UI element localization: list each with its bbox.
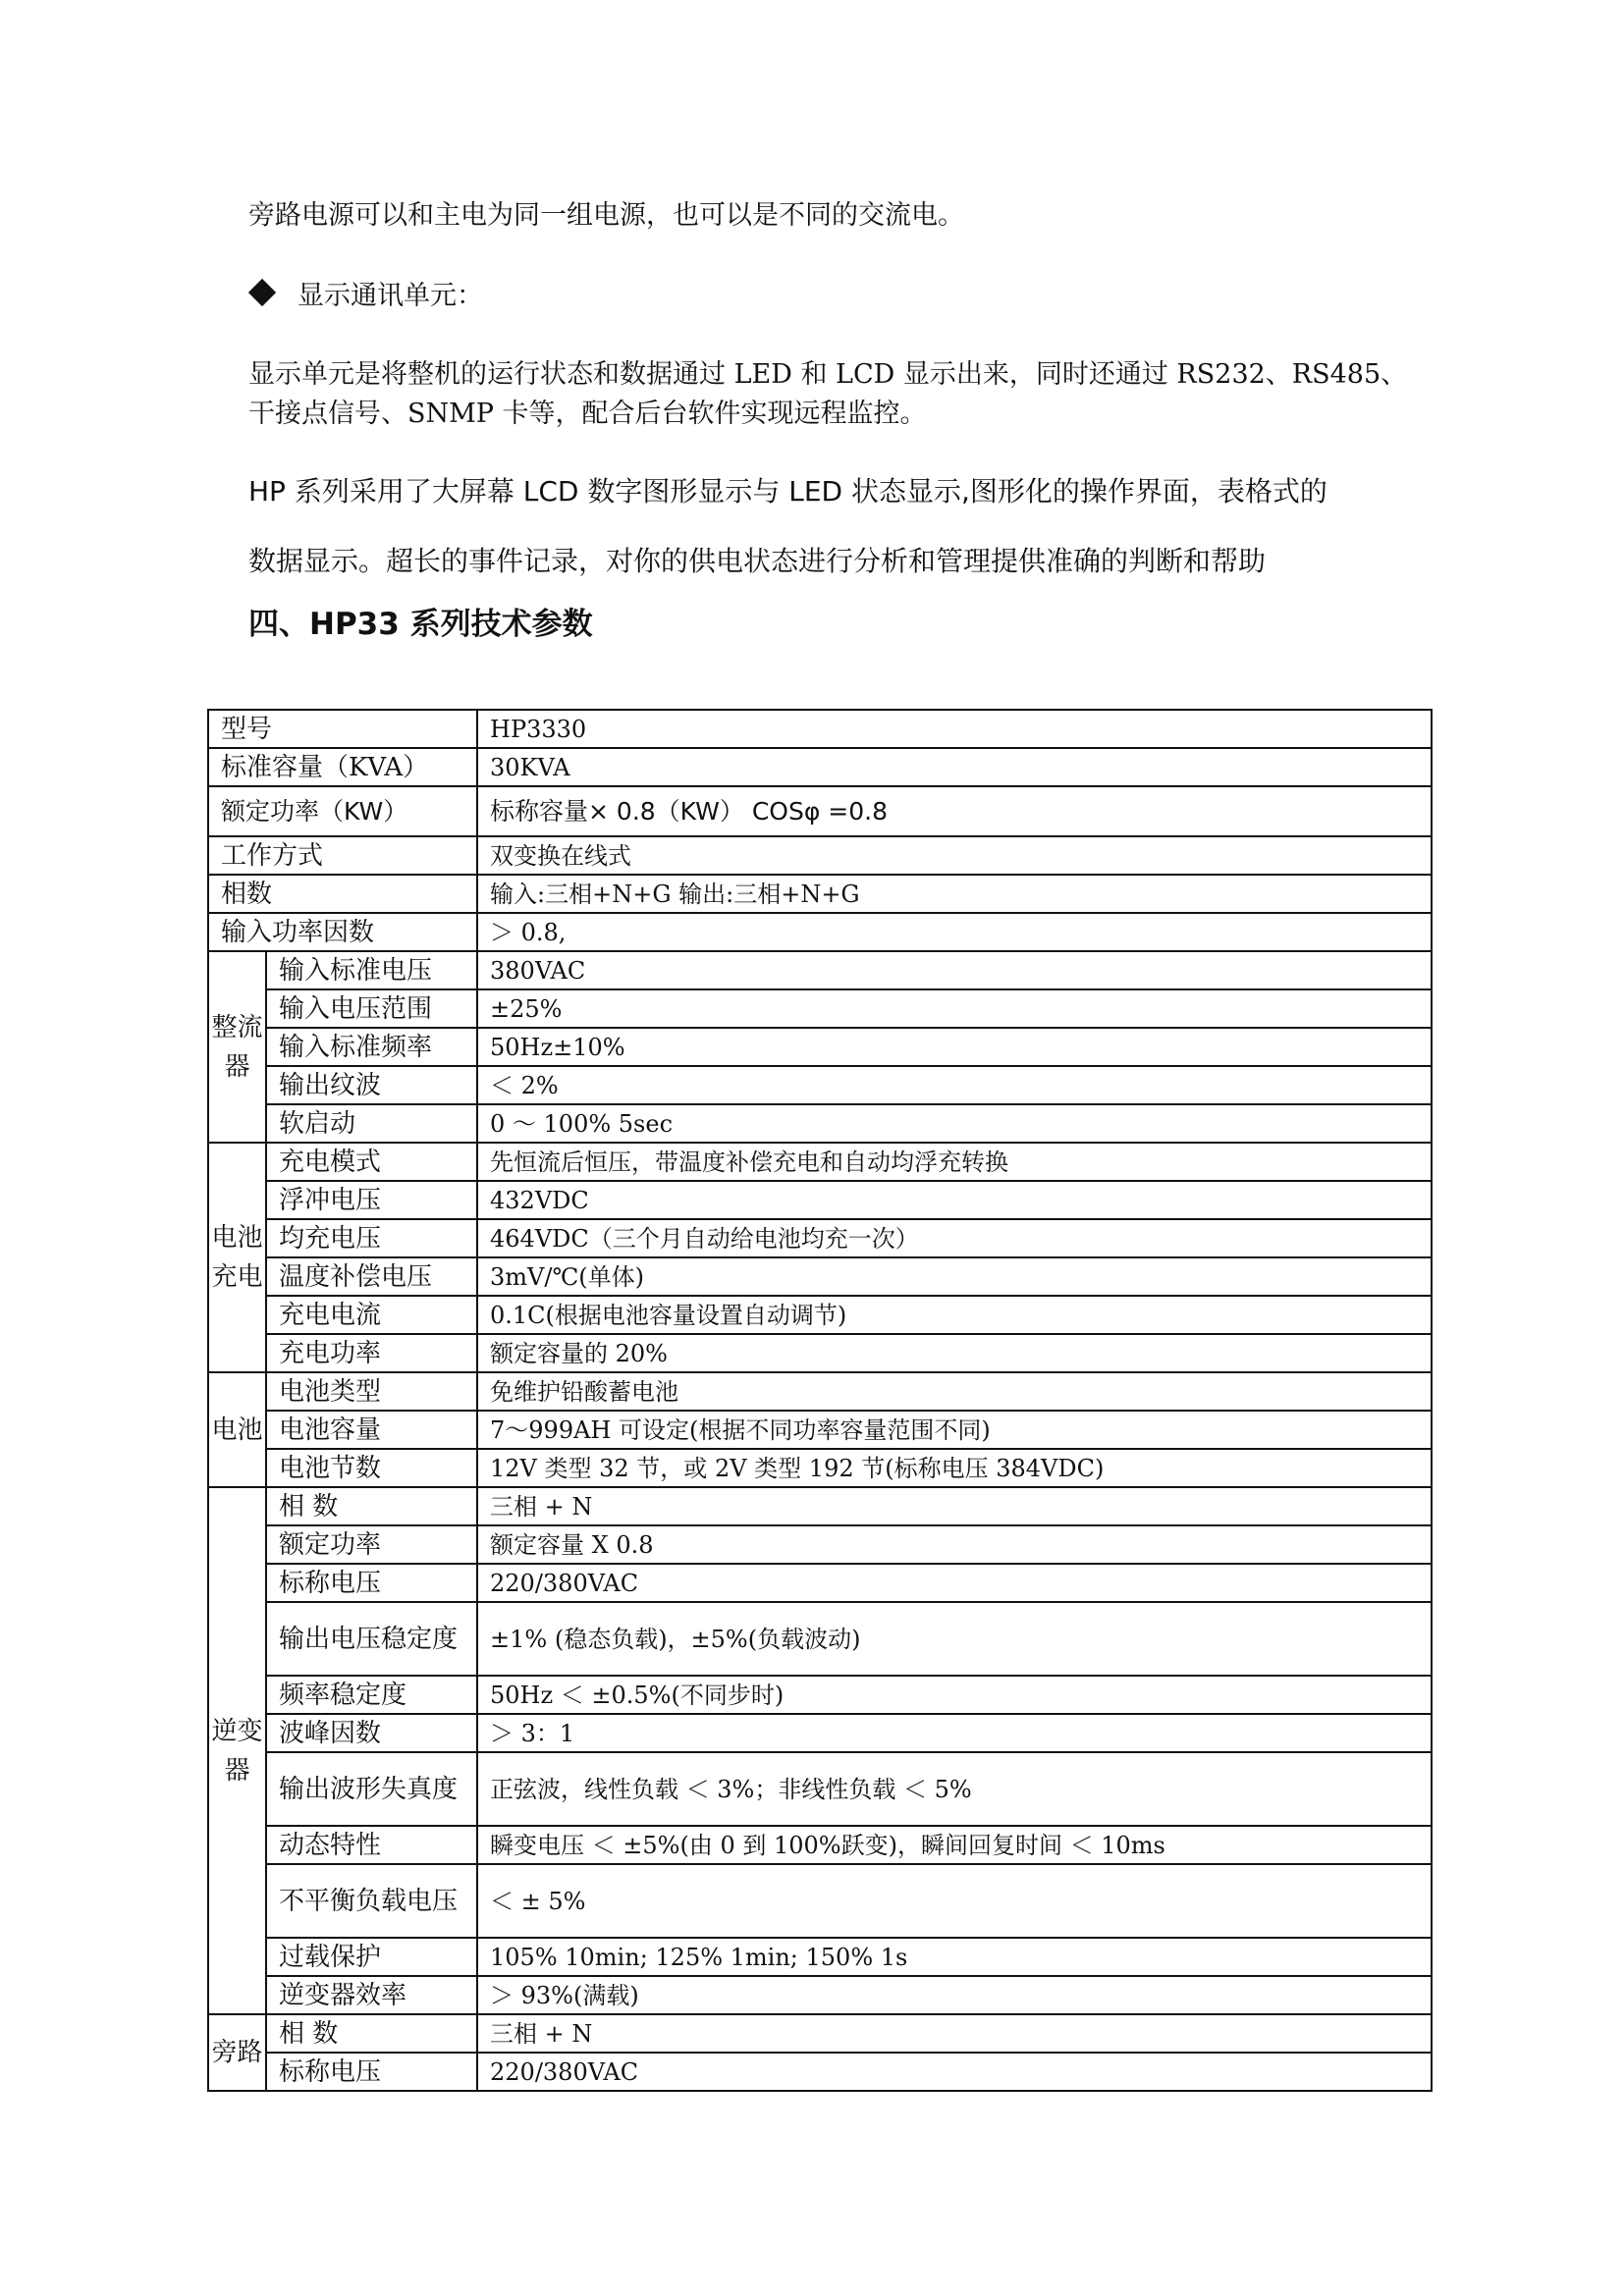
spec-label: 相 数 bbox=[266, 1487, 477, 1525]
spec-value: 三相 + N bbox=[477, 2014, 1432, 2053]
spec-label: 额定功率 bbox=[266, 1525, 477, 1564]
table-row bbox=[208, 1066, 1432, 1104]
spec-table bbox=[207, 709, 1433, 2092]
table-row bbox=[208, 1714, 1432, 1752]
spec-value: 额定容量的 20% bbox=[477, 1334, 1432, 1372]
spec-label: 标称电压 bbox=[266, 2053, 477, 2091]
spec-label: 软启动 bbox=[266, 1104, 477, 1143]
spec-label: 标称电压 bbox=[266, 1564, 477, 1602]
spec-value: 50Hz ＜ ±0.5%(不同步时) bbox=[477, 1676, 1432, 1714]
table-row bbox=[208, 1864, 1432, 1938]
table-row bbox=[208, 1372, 1432, 1411]
table-row bbox=[208, 1411, 1432, 1449]
spec-value: 三相 + N bbox=[477, 1487, 1432, 1525]
group-label-rectifier: 整流器 bbox=[208, 951, 266, 1143]
spec-value: 免维护铅酸蓄电池 bbox=[477, 1372, 1432, 1411]
table-row bbox=[208, 951, 1432, 989]
spec-label: 输入功率因数 bbox=[208, 913, 477, 951]
spec-label: 动态特性 bbox=[266, 1826, 477, 1864]
spec-value: 105% 10min; 125% 1min; 150% 1s bbox=[477, 1938, 1432, 1976]
table-row bbox=[208, 1602, 1432, 1676]
spec-label: 电池节数 bbox=[266, 1449, 477, 1487]
table-row bbox=[208, 1219, 1432, 1257]
table-row bbox=[208, 1257, 1432, 1296]
spec-label: 工作方式 bbox=[208, 836, 477, 875]
spec-label: 充电功率 bbox=[266, 1334, 477, 1372]
spec-value: 标称容量× 0.8（KW） COSφ =0.8 bbox=[477, 786, 1432, 836]
table-row bbox=[208, 836, 1432, 875]
display-para-1-line-2: 干接点信号、SNMP 卡等，配合后台软件实现远程监控。 bbox=[248, 399, 927, 429]
table-row bbox=[208, 1676, 1432, 1714]
table-row bbox=[208, 1104, 1432, 1143]
table-row bbox=[208, 2014, 1432, 2053]
spec-label: 额定功率（KW） bbox=[208, 786, 477, 836]
section-title: 四、HP33 系列技术参数 bbox=[248, 607, 593, 642]
table-row bbox=[208, 1826, 1432, 1864]
spec-value: 0 ～ 100% 5sec bbox=[477, 1104, 1432, 1143]
table-row bbox=[208, 1976, 1432, 2014]
spec-label: 浮冲电压 bbox=[266, 1181, 477, 1219]
table-row bbox=[208, 913, 1432, 951]
spec-label: 输出电压稳定度 bbox=[266, 1602, 477, 1676]
spec-label: 相 数 bbox=[266, 2014, 477, 2053]
table-row bbox=[208, 1938, 1432, 1976]
table-row bbox=[208, 710, 1432, 748]
diamond-bullet-icon bbox=[248, 279, 276, 306]
table-row bbox=[208, 748, 1432, 786]
table-row bbox=[208, 1752, 1432, 1826]
spec-value: ＜ ± 5% bbox=[477, 1864, 1432, 1938]
spec-label: 输入电压范围 bbox=[266, 989, 477, 1028]
spec-label: 充电电流 bbox=[266, 1296, 477, 1334]
spec-value: 双变换在线式 bbox=[477, 836, 1432, 875]
spec-label: 频率稳定度 bbox=[266, 1676, 477, 1714]
display-para-2-line-2: 数据显示。超长的事件记录，对你的供电状态进行分析和管理提供准确的判断和帮助 bbox=[248, 545, 1267, 577]
table-row bbox=[208, 1181, 1432, 1219]
table-row bbox=[208, 1564, 1432, 1602]
table-row bbox=[208, 1296, 1432, 1334]
spec-value: 输入:三相+N+G 输出:三相+N+G bbox=[477, 875, 1432, 913]
spec-value: 瞬变电压 ＜ ±5%(由 0 到 100%跃变)，瞬间回复时间 ＜ 10ms bbox=[477, 1826, 1432, 1864]
spec-value: 220/380VAC bbox=[477, 1564, 1432, 1602]
spec-label: 标准容量（KVA） bbox=[208, 748, 477, 786]
spec-label: 充电模式 bbox=[266, 1143, 477, 1181]
table-row bbox=[208, 1449, 1432, 1487]
table-row bbox=[208, 1487, 1432, 1525]
spec-label: 过载保护 bbox=[266, 1938, 477, 1976]
spec-value: 3mV/℃(单体) bbox=[477, 1257, 1432, 1296]
display-para-1-line-1: 显示单元是将整机的运行状态和数据通过 LED 和 LCD 显示出来，同时还通过 RS232、RS485、 bbox=[248, 359, 1408, 390]
spec-label: 逆变器效率 bbox=[266, 1976, 477, 2014]
table-row bbox=[208, 1525, 1432, 1564]
spec-value: 30KVA bbox=[477, 748, 1432, 786]
spec-value: 380VAC bbox=[477, 951, 1432, 989]
bullet-text: 显示通讯单元： bbox=[298, 281, 483, 311]
table-row bbox=[208, 786, 1432, 836]
spec-label: 型号 bbox=[208, 710, 477, 748]
spec-value: 先恒流后恒压，带温度补偿充电和自动均浮充转换 bbox=[477, 1143, 1432, 1181]
spec-value: 12V 类型 32 节，或 2V 类型 192 节(标称电压 384VDC) bbox=[477, 1449, 1432, 1487]
table-row bbox=[208, 2053, 1432, 2091]
spec-label: 电池类型 bbox=[266, 1372, 477, 1411]
group-label-charging: 电池充电 bbox=[208, 1143, 266, 1372]
spec-label: 相数 bbox=[208, 875, 477, 913]
table-row bbox=[208, 1334, 1432, 1372]
spec-value: ±1% (稳态负载)，±5%(负载波动) bbox=[477, 1602, 1432, 1676]
table-row bbox=[208, 875, 1432, 913]
spec-value: 50Hz±10% bbox=[477, 1028, 1432, 1066]
spec-value: HP3330 bbox=[477, 710, 1432, 748]
table-row bbox=[208, 1143, 1432, 1181]
spec-value: 7～999AH 可设定(根据不同功率容量范围不同) bbox=[477, 1411, 1432, 1449]
table-row bbox=[208, 989, 1432, 1028]
display-para-2-line-1: HP 系列采用了大屏幕 LCD 数字图形显示与 LED 状态显示,图形化的操作界面，表格式的 bbox=[248, 475, 1327, 507]
spec-value: 0.1C(根据电池容量设置自动调节) bbox=[477, 1296, 1432, 1334]
spec-label: 输出波形失真度 bbox=[266, 1752, 477, 1826]
spec-value: ＜ 2% bbox=[477, 1066, 1432, 1104]
spec-value: 正弦波，线性负载 ＜ 3%；非线性负载 ＜ 5% bbox=[477, 1752, 1432, 1826]
spec-label: 输出纹波 bbox=[266, 1066, 477, 1104]
spec-value: 额定容量 X 0.8 bbox=[477, 1525, 1432, 1564]
spec-value: ＞ 3：1 bbox=[477, 1714, 1432, 1752]
spec-value: 220/380VAC bbox=[477, 2053, 1432, 2091]
group-label-bypass: 旁路 bbox=[208, 2014, 266, 2091]
spec-value: ＞ 0.8, bbox=[477, 913, 1432, 951]
spec-value: ±25% bbox=[477, 989, 1432, 1028]
spec-value: ＞ 93%(满载) bbox=[477, 1976, 1432, 2014]
group-label-battery: 电池 bbox=[208, 1372, 266, 1487]
intro-line: 旁路电源可以和主电为同一组电源，也可以是不同的交流电。 bbox=[248, 200, 964, 231]
spec-label: 不平衡负载电压 bbox=[266, 1864, 477, 1938]
table-row bbox=[208, 1028, 1432, 1066]
spec-value: 432VDC bbox=[477, 1181, 1432, 1219]
spec-label: 输入标准频率 bbox=[266, 1028, 477, 1066]
group-label-inverter: 逆变器 bbox=[208, 1487, 266, 2014]
spec-label: 波峰因数 bbox=[266, 1714, 477, 1752]
spec-label: 温度补偿电压 bbox=[266, 1257, 477, 1296]
spec-label: 均充电压 bbox=[266, 1219, 477, 1257]
spec-label: 输入标准电压 bbox=[266, 951, 477, 989]
bullet-heading bbox=[248, 277, 483, 316]
spec-label: 电池容量 bbox=[266, 1411, 477, 1449]
spec-value: 464VDC（三个月自动给电池均充一次） bbox=[477, 1219, 1432, 1257]
